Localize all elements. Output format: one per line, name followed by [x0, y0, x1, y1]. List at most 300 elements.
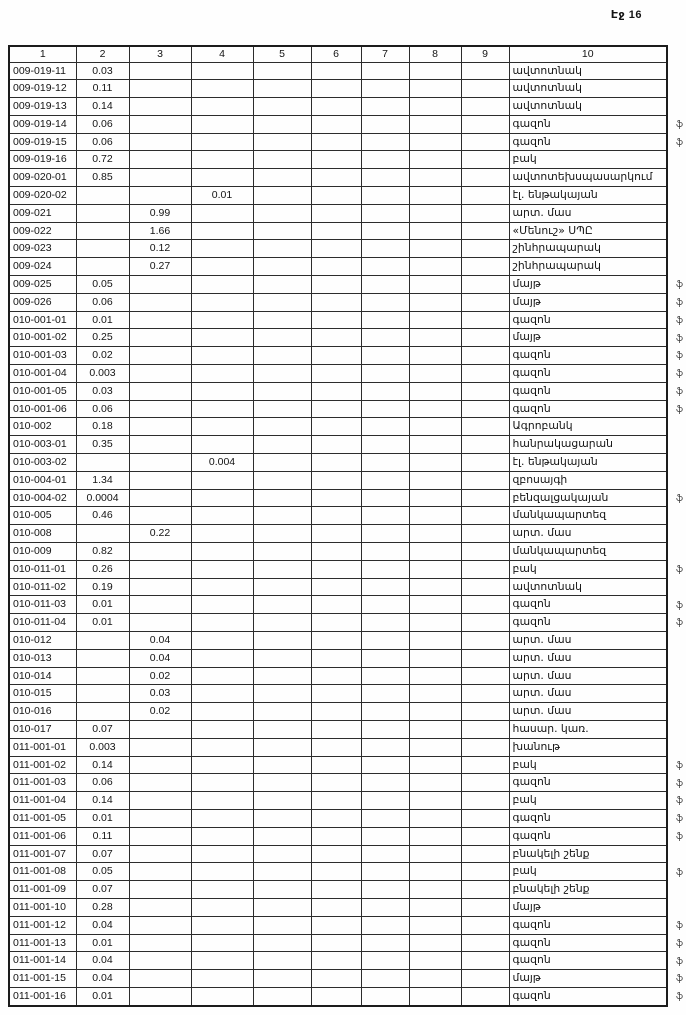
cell-code: 010-011-02 — [9, 578, 76, 596]
cell-code: 010-008 — [9, 525, 76, 543]
cell-value — [409, 916, 461, 934]
cell-value — [191, 845, 253, 863]
cell-value — [129, 756, 191, 774]
cell-value — [311, 187, 361, 205]
cell-value — [409, 863, 461, 881]
cell-value — [361, 649, 409, 667]
cell-value — [129, 133, 191, 151]
cell-value — [311, 756, 361, 774]
table-row — [9, 845, 667, 863]
cell-value — [361, 62, 409, 80]
cell-value — [311, 400, 361, 418]
cell-value — [361, 507, 409, 525]
cell-value — [76, 649, 129, 667]
cell-value — [191, 863, 253, 881]
table-row — [9, 311, 667, 329]
table-row — [9, 400, 667, 418]
cell-value — [191, 471, 253, 489]
cell-value — [311, 827, 361, 845]
cell-code: 011-001-05 — [9, 809, 76, 827]
cell-value: 0.26 — [76, 560, 129, 578]
table-row — [9, 258, 667, 276]
cell-value — [361, 703, 409, 721]
cell-value — [129, 329, 191, 347]
table-row — [9, 987, 667, 1005]
cell-value — [253, 667, 311, 685]
cell-value — [311, 898, 361, 916]
column-header: 6 — [311, 46, 361, 62]
cell-landuse: գազոն ֆ — [509, 311, 667, 329]
cell-value — [129, 898, 191, 916]
cell-value — [461, 987, 509, 1005]
cell-value — [461, 276, 509, 294]
table-row — [9, 898, 667, 916]
cell-value: 0.02 — [76, 347, 129, 365]
cell-value — [461, 98, 509, 116]
cell-value — [129, 881, 191, 899]
table-row — [9, 863, 667, 881]
cell-value — [461, 845, 509, 863]
cell-value — [129, 365, 191, 383]
cell-value — [76, 454, 129, 472]
cell-value — [191, 898, 253, 916]
cell-value — [409, 756, 461, 774]
cell-value — [253, 987, 311, 1005]
cell-value — [409, 881, 461, 899]
cell-value — [253, 400, 311, 418]
cell-value — [253, 934, 311, 952]
cell-landuse: ավտոտնակ — [509, 578, 667, 596]
cell-code: 011-001-09 — [9, 881, 76, 899]
cell-value — [129, 596, 191, 614]
cell-value — [461, 952, 509, 970]
cell-value: 0.02 — [129, 667, 191, 685]
cell-value — [253, 365, 311, 383]
cell-value — [311, 578, 361, 596]
cell-value — [361, 987, 409, 1005]
cell-value — [76, 204, 129, 222]
cell-value: 0.04 — [76, 916, 129, 934]
cell-value — [361, 667, 409, 685]
cell-value — [311, 418, 361, 436]
cell-value — [76, 632, 129, 650]
cell-value — [409, 365, 461, 383]
cell-value — [361, 276, 409, 294]
cell-value — [311, 632, 361, 650]
cell-value — [409, 845, 461, 863]
cell-value — [191, 774, 253, 792]
cell-code: 009-026 — [9, 293, 76, 311]
cell-value — [311, 115, 361, 133]
cell-value — [253, 703, 311, 721]
cell-code: 009-025 — [9, 276, 76, 294]
cell-value — [253, 685, 311, 703]
cell-value: 0.01 — [191, 187, 253, 205]
cell-landuse: զբոսայգի — [509, 471, 667, 489]
cell-value — [409, 738, 461, 756]
cell-code: 011-001-16 — [9, 987, 76, 1005]
cell-value — [461, 685, 509, 703]
cell-value — [461, 934, 509, 952]
cell-value — [409, 774, 461, 792]
cell-value — [129, 347, 191, 365]
cell-landuse: գազոն ֆ — [509, 987, 667, 1005]
cell-value — [311, 489, 361, 507]
cell-value — [191, 720, 253, 738]
table-row — [9, 204, 667, 222]
cell-value — [409, 240, 461, 258]
cell-value — [191, 311, 253, 329]
cell-value — [253, 169, 311, 187]
cell-value: 0.0004 — [76, 489, 129, 507]
cell-value: 0.05 — [76, 276, 129, 294]
cell-value — [253, 827, 311, 845]
cell-code: 011-001-02 — [9, 756, 76, 774]
cell-value — [191, 293, 253, 311]
cell-value — [253, 845, 311, 863]
cell-value — [461, 863, 509, 881]
cell-value — [361, 863, 409, 881]
cell-value: 0.14 — [76, 792, 129, 810]
cell-value — [361, 525, 409, 543]
cell-value — [253, 489, 311, 507]
table-row — [9, 169, 667, 187]
cell-code: 011-001-04 — [9, 792, 76, 810]
cell-value — [461, 578, 509, 596]
cell-value — [253, 187, 311, 205]
cell-landuse: մայթ ֆ — [509, 293, 667, 311]
margin-annotation-mark: ֆ — [676, 137, 683, 148]
cell-value — [461, 596, 509, 614]
cell-landuse: գազոն ֆ — [509, 827, 667, 845]
cell-value — [129, 774, 191, 792]
cell-value — [461, 329, 509, 347]
cell-value — [129, 400, 191, 418]
cell-value — [191, 222, 253, 240]
cell-value — [311, 685, 361, 703]
cell-value — [253, 329, 311, 347]
cell-code: 011-001-01 — [9, 738, 76, 756]
cell-value — [409, 436, 461, 454]
cell-landuse: մայթ ֆ — [509, 276, 667, 294]
cell-value: 0.22 — [129, 525, 191, 543]
cell-landuse: ավտոտնակ — [509, 98, 667, 116]
cell-value — [361, 916, 409, 934]
cell-value — [409, 187, 461, 205]
cell-value — [361, 578, 409, 596]
table-row — [9, 98, 667, 116]
cell-code: 010-017 — [9, 720, 76, 738]
cell-value — [409, 792, 461, 810]
cell-value — [311, 792, 361, 810]
margin-annotation-mark: ֆ — [676, 956, 683, 967]
cell-value — [361, 133, 409, 151]
cell-value — [311, 845, 361, 863]
cell-landuse: գազոն ֆ — [509, 596, 667, 614]
cell-value — [461, 471, 509, 489]
margin-annotation-mark: ֆ — [676, 333, 683, 344]
cell-value — [191, 685, 253, 703]
table-row — [9, 756, 667, 774]
cell-value — [76, 703, 129, 721]
cell-code: 011-001-13 — [9, 934, 76, 952]
cell-value: 0.06 — [76, 293, 129, 311]
cell-value — [311, 382, 361, 400]
cell-value — [409, 898, 461, 916]
cell-value: 0.85 — [76, 169, 129, 187]
cell-value — [461, 311, 509, 329]
cell-landuse: ավտոտեխսպասարկում — [509, 169, 667, 187]
cell-value — [361, 98, 409, 116]
cell-value: 0.01 — [76, 596, 129, 614]
header-row — [9, 46, 667, 62]
cell-code: 010-012 — [9, 632, 76, 650]
page-number-label: Էջ 16 — [610, 9, 642, 21]
cell-landuse: գազոն ֆ — [509, 952, 667, 970]
cell-value — [361, 222, 409, 240]
cell-code: 011-001-08 — [9, 863, 76, 881]
cell-value: 0.19 — [76, 578, 129, 596]
cell-code: 009-023 — [9, 240, 76, 258]
cell-value — [253, 756, 311, 774]
cell-code: 011-001-10 — [9, 898, 76, 916]
cell-value — [409, 649, 461, 667]
cell-value — [361, 792, 409, 810]
cell-value — [191, 347, 253, 365]
cell-value: 0.03 — [129, 685, 191, 703]
cell-value — [409, 703, 461, 721]
cell-value — [129, 151, 191, 169]
cell-value — [461, 365, 509, 383]
cell-code: 010-001-06 — [9, 400, 76, 418]
cell-code: 010-001-05 — [9, 382, 76, 400]
table-row — [9, 329, 667, 347]
cell-value — [253, 151, 311, 169]
cell-value — [461, 418, 509, 436]
document-table — [8, 45, 683, 1007]
cell-value — [461, 649, 509, 667]
cell-value — [253, 916, 311, 934]
cell-value — [191, 578, 253, 596]
cell-landuse: գազոն ֆ — [509, 934, 667, 952]
cell-landuse: գազոն ֆ — [509, 614, 667, 632]
cell-value — [461, 970, 509, 988]
table-row — [9, 792, 667, 810]
cell-code: 009-019-15 — [9, 133, 76, 151]
cell-landuse: գազոն ֆ — [509, 133, 667, 151]
cell-value — [191, 703, 253, 721]
cell-code: 010-001-04 — [9, 365, 76, 383]
cell-value — [129, 987, 191, 1005]
cell-value — [409, 560, 461, 578]
cell-landuse: ավտոտնակ — [509, 62, 667, 80]
cell-value — [361, 720, 409, 738]
cell-value — [311, 311, 361, 329]
cell-value — [253, 881, 311, 899]
table-row — [9, 471, 667, 489]
cell-value — [409, 471, 461, 489]
table-row — [9, 187, 667, 205]
cell-value — [361, 845, 409, 863]
cell-value — [129, 792, 191, 810]
cell-value — [191, 436, 253, 454]
cell-value — [409, 578, 461, 596]
table-row — [9, 240, 667, 258]
cell-value — [129, 471, 191, 489]
table-row — [9, 720, 667, 738]
cell-code: 009-019-14 — [9, 115, 76, 133]
cell-value — [361, 418, 409, 436]
cell-value — [461, 614, 509, 632]
cell-value — [253, 347, 311, 365]
cell-value — [129, 382, 191, 400]
cell-value — [409, 418, 461, 436]
cell-value — [191, 987, 253, 1005]
cell-value — [76, 667, 129, 685]
table-row — [9, 276, 667, 294]
margin-annotation-mark: ֆ — [676, 297, 683, 308]
cell-value — [253, 115, 311, 133]
cell-value — [311, 507, 361, 525]
table-row — [9, 382, 667, 400]
cell-value — [253, 133, 311, 151]
cell-value — [361, 685, 409, 703]
table-row — [9, 418, 667, 436]
cell-value — [311, 934, 361, 952]
cell-value — [409, 667, 461, 685]
cell-value — [191, 667, 253, 685]
cell-value — [191, 649, 253, 667]
cell-landuse: արտ. մաս — [509, 703, 667, 721]
cell-value: 1.34 — [76, 471, 129, 489]
cell-value — [461, 400, 509, 418]
column-header: 3 — [129, 46, 191, 62]
cell-value — [461, 62, 509, 80]
cell-value — [253, 578, 311, 596]
table-row — [9, 80, 667, 98]
cell-value: 0.01 — [76, 311, 129, 329]
cell-value — [191, 80, 253, 98]
cell-value — [461, 382, 509, 400]
cell-code: 010-001-02 — [9, 329, 76, 347]
table-row — [9, 827, 667, 845]
cell-landuse: բակ ֆ — [509, 792, 667, 810]
cell-value — [361, 543, 409, 561]
margin-annotation-mark: ֆ — [676, 991, 683, 1002]
cell-value — [361, 614, 409, 632]
cell-code: 011-001-14 — [9, 952, 76, 970]
table-row — [9, 507, 667, 525]
margin-annotation-mark: ֆ — [676, 974, 683, 985]
cell-value — [129, 187, 191, 205]
cell-value: 0.18 — [76, 418, 129, 436]
cell-value — [361, 756, 409, 774]
cell-value — [191, 258, 253, 276]
cell-value — [461, 720, 509, 738]
cell-value — [253, 418, 311, 436]
column-header: 2 — [76, 46, 129, 62]
cell-value — [461, 80, 509, 98]
table-row — [9, 685, 667, 703]
cell-value — [409, 382, 461, 400]
cell-value — [361, 329, 409, 347]
cell-value: 0.06 — [76, 115, 129, 133]
cell-value — [409, 400, 461, 418]
cell-value — [409, 952, 461, 970]
cell-value — [361, 632, 409, 650]
table-row — [9, 489, 667, 507]
cell-value — [461, 187, 509, 205]
cell-value — [409, 151, 461, 169]
cell-value — [129, 720, 191, 738]
cell-value: 0.04 — [129, 649, 191, 667]
cell-value: 0.004 — [191, 454, 253, 472]
cell-value: 0.01 — [76, 614, 129, 632]
cell-value — [253, 898, 311, 916]
cell-value: 0.12 — [129, 240, 191, 258]
cell-value — [311, 62, 361, 80]
cell-value — [311, 454, 361, 472]
cell-value — [461, 347, 509, 365]
cell-value — [409, 827, 461, 845]
cell-value — [191, 418, 253, 436]
cell-landuse: «Մենուշ» ՍՊԸ — [509, 222, 667, 240]
table-row — [9, 543, 667, 561]
cell-value — [409, 258, 461, 276]
cell-value — [311, 347, 361, 365]
cell-code: 010-009 — [9, 543, 76, 561]
cell-value — [361, 489, 409, 507]
cell-value — [361, 258, 409, 276]
cell-landuse: էլ. ենթակայան — [509, 454, 667, 472]
table-row — [9, 738, 667, 756]
cell-value — [191, 382, 253, 400]
cell-value: 0.01 — [76, 987, 129, 1005]
cell-value — [361, 970, 409, 988]
cell-value — [461, 881, 509, 899]
cell-code: 010-014 — [9, 667, 76, 685]
cell-value — [409, 276, 461, 294]
cell-value — [129, 115, 191, 133]
cell-value — [409, 720, 461, 738]
cell-landuse: գազոն ֆ — [509, 809, 667, 827]
cell-code: 010-013 — [9, 649, 76, 667]
cell-value — [409, 454, 461, 472]
cell-value: 0.06 — [76, 774, 129, 792]
cell-code: 009-022 — [9, 222, 76, 240]
cell-value: 0.35 — [76, 436, 129, 454]
cell-value — [361, 80, 409, 98]
cell-code: 010-004-01 — [9, 471, 76, 489]
cell-value — [461, 133, 509, 151]
cell-value — [191, 792, 253, 810]
cell-landuse: մայթ — [509, 898, 667, 916]
table-row — [9, 934, 667, 952]
cell-value: 0.28 — [76, 898, 129, 916]
cell-value — [461, 293, 509, 311]
cell-value — [191, 827, 253, 845]
cell-value — [311, 329, 361, 347]
cell-value — [253, 293, 311, 311]
cell-value — [191, 596, 253, 614]
cell-value — [76, 685, 129, 703]
cell-value — [191, 62, 253, 80]
cell-value — [409, 347, 461, 365]
cell-value — [409, 133, 461, 151]
cell-value — [311, 774, 361, 792]
cell-value — [129, 827, 191, 845]
cell-value — [76, 187, 129, 205]
